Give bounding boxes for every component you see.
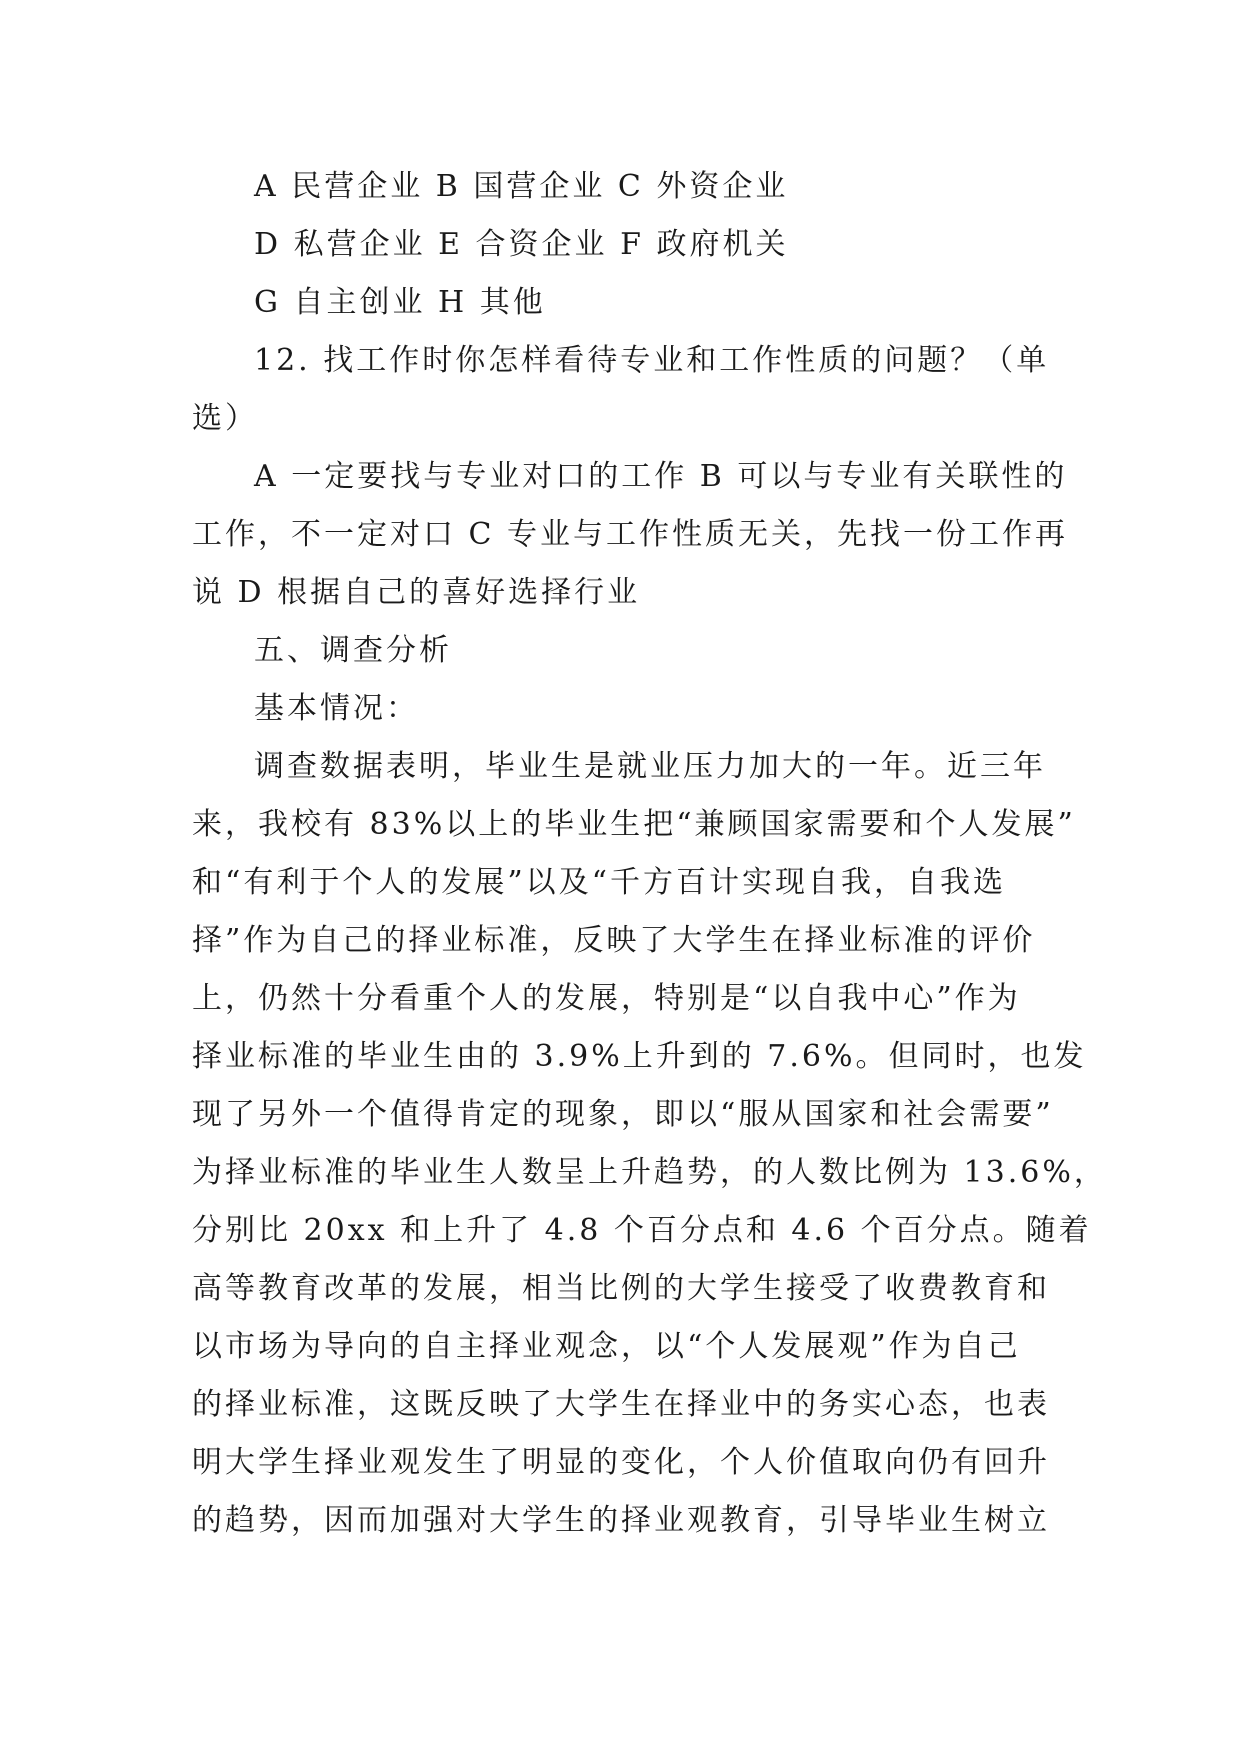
answer-options-line-2: 工作，不一定对口 C 专业与工作性质无关，先找一份工作再 (192, 517, 1069, 552)
paragraph-line: 以市场为导向的自主择业观念，以“个人发展观”作为自己 (192, 1329, 1021, 1364)
paragraph-line: 明大学生择业观发生了明显的变化，个人价值取向仍有回升 (192, 1445, 1050, 1480)
paragraph-line: 择业标准的毕业生由的 3.9%上升到的 7.6%。但同时，也发 (192, 1039, 1087, 1074)
option-line-d-f: D 私营企业 E 合资企业 F 政府机关 (254, 227, 789, 262)
paragraph-line: 为择业标准的毕业生人数呈上升趋势，的人数比例为 13.6%， (192, 1155, 1107, 1190)
paragraph-line: 分别比 20xx 和上升了 4.8 个百分点和 4.6 个百分点。随着 (192, 1213, 1092, 1248)
paragraph-line: 的择业标准，这既反映了大学生在择业中的务实心态，也表 (192, 1387, 1050, 1422)
document-body (192, 158, 1107, 1550)
option-line-a-c: A 民营企业 B 国营企业 C 外资企业 (254, 169, 789, 204)
paragraph-line: 来，我校有 83%以上的毕业生把“兼顾国家需要和个人发展” (192, 807, 1076, 842)
paragraph-line: 调查数据表明，毕业生是就业压力加大的一年。近三年 (254, 749, 1046, 784)
paragraph-line: 高等教育改革的发展，相当比例的大学生接受了收费教育和 (192, 1271, 1050, 1306)
paragraph-line: 的趋势，因而加强对大学生的择业观教育，引导毕业生树立 (192, 1503, 1050, 1538)
paragraph-line: 现了另外一个值得肯定的现象，即以“服从国家和社会需要” (192, 1097, 1054, 1132)
paragraph-line: 和“有利于个人的发展”以及“千方百计实现自我，自我选 (192, 865, 1007, 900)
answer-options-line-1: A 一定要找与专业对口的工作 B 可以与专业有关联性的 (254, 459, 1068, 494)
option-line-g-h: G 自主创业 H 其他 (254, 285, 546, 320)
question-12: 12. 找工作时你怎样看待专业和工作性质的问题？（单 (254, 343, 1050, 378)
paragraph-line: 择”作为自己的择业标准，反映了大学生在择业标准的评价 (192, 923, 1036, 958)
answer-options-line-3: 说 D 根据自己的喜好选择行业 (192, 575, 641, 610)
paragraph-line: 上，仍然十分看重个人的发展，特别是“以自我中心”作为 (192, 981, 1021, 1016)
section-heading: 五、调查分析 (254, 633, 452, 668)
subsection-heading: 基本情况： (254, 691, 419, 726)
question-12-continued: 选） (192, 401, 258, 436)
